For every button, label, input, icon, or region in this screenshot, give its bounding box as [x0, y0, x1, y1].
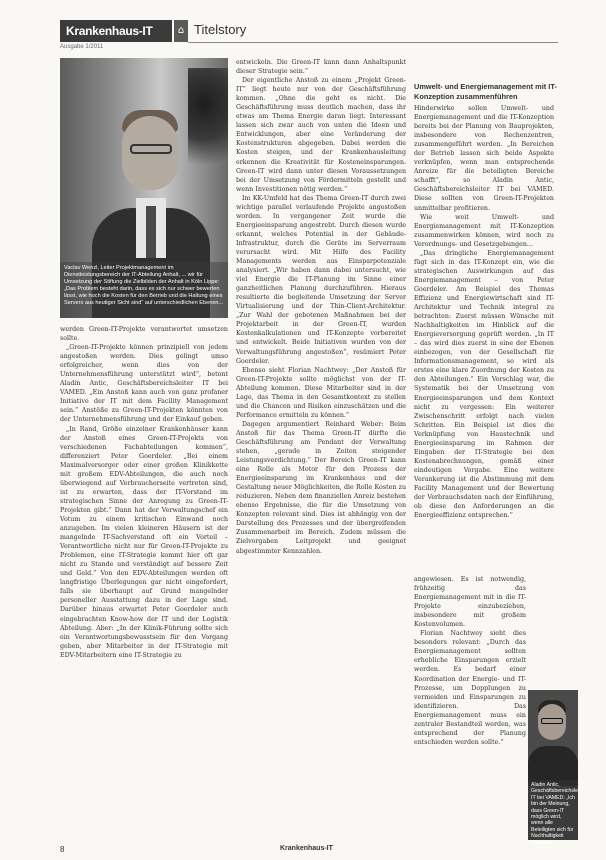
plant-shape: [188, 68, 228, 188]
article-column-3: [414, 104, 554, 520]
glasses-shape: [541, 718, 563, 724]
home-icon: ⌂: [174, 20, 188, 42]
footer-logo: Krankenhaus-IT: [280, 845, 333, 852]
article-column-1: [60, 325, 228, 660]
paragraph: „Das dringliche Energiemanagement fügt sich in das IT-Konzept ein, wie die strategischen Auswirkungen auf das Energiemanagement – von Peter Goerdeler. Am Beispiel des Themas Effizienz und Energiewirtschaft sind IT-Architektur und Technik integral zu betrachten: Zuerst müssen Wünsche mit Nachhaltigkeiten im Hinblick auf die Energieversorgung geprüft werden. „In IT – das wird dies zuerst in eine der Ebenen einbezogen, von der Gesellschaft für Informationsmanagement, so wird als erstes eine klare Zuordnung der Kosten zu den Abteilungen.“ Ein Vorschlag war, die Systematik bei der Umsetzung von Energieeinsparungen und dem Kontext nicht zu vergessen: Ein weiterer Zwischenschritt erfolgt nach vielen Schritten. Ein Beispiel ist dies die Verknüpfung von Haustechnik und Energieeinsparung im Rahmen der Eingaben der IT-Strategie bei den Kostenabrechnungen, gemäß einer eindeutigen Vorgabe. Eine weitere Verankerung ist die Abstimmung mit dem Facility Management und der Bewertung der Verbrauchsdaten nach der Einführung, ob diese den Anforderungen an die Energieeffizienz entsprechen.“: [414, 249, 554, 520]
paragraph: Der eigentliche Anstoß zu einem „Projekt Green-IT“ liegt heute nur von der Geschäftsführung kommen. „Ohne die geht es nicht. Die Geschäftsführung muss deutlich machen, dass ihr etwas am Thema Energie daran liegt. Interessant lassen sich zwar auch von unten die Ideen und Entwicklungen, aber eine Veränderung der Kostenstrukturen abgegeben. Dabei werden die Kosten steigen, und der Krankenhausleitung erkennen die Kreativität für Kosteneinsparungen. Green-IT wird dann unter diesen Voraussetzungen bei der Umsetzung von Fördermitteln gestellt und wenn Investitionen nötig werden.“: [236, 77, 406, 193]
section-heading: Umwelt- und Energiemanagement mit IT-Konzeption zusammenführen: [414, 82, 557, 101]
issue-label: Ausgabe 1/2011: [60, 44, 104, 50]
paragraph: angewiesen. Es ist notwendig, frühzeitig das Energiemanagement mit in die IT-Projekte einzubeziehen, insbesondere mit großem Kostenvolumen.: [414, 576, 526, 629]
paragraph: Hinderwirke sollen Umwelt- und Energiemanagement und die IT-Konzeption bereits bei der Planung von Bauprojekten, insbesondere von Rechenzentren, zusammengeführt werden. „In Bereichen der Betrieb lassen sich beide Aspekte verknüpfen, wenn man entsprechende Anreize für die beteiligten Bereiche schafft“, so Aladin Antic, Geschäftsbereichsleiter IT bei VAMED. Diese sollten von Green-IT-Projekten unmittelbar profitieren.: [414, 105, 554, 212]
paragraph: Wie weit Umwelt- und Energiemanagement mit IT-Konzeption zusammenwirken können, wird noch zu Verordnungs- und Gesetzgebungen...: [414, 213, 554, 248]
paragraph: Dagegen argumentiert Reinhard Weber: Beim Anstoß für das Thema Green-IT dürfte die Geschäftsführung am Pendant der Verwaltung stehen, „gerade in Zeiten steigender Leistungsverdichtung.“ Der Bereich Green-IT kann eine Rolle als Motor für den Prozess der Energieeinsparung im Krankenhaus und der Gestaltung neuer Möglichkeiten, die Rolle Kosten zu reduzieren. Neben dem finanziellen Anreiz bestehen ebenso Ergebnisse, die für die Umsetzung von Konzepten relevant sind. Dies ist abhängig von der Darstellung des Prozesses und der übergreifenden Zusammenarbeit im Bereich. Zudem müssen die Zielvorgaben Leitprojekt und geeignet abgestimmter Kennzahlen.: [236, 420, 406, 555]
page-number: 8: [60, 845, 65, 854]
article-column-3-lower: [414, 575, 526, 747]
header-rule: [188, 42, 558, 43]
article-column-2: [236, 58, 406, 556]
paragraph: „Green-IT-Projekte können prinzipiell von jedem angestoßen werden. Dies gelingt umso erfolgreicher, wenn dies von der Unternehmensführung unterstützt wird“, betont Aladin Antic, Geschäftsbereichsleiter IT bei VAMED. „Ein Anstoß kann auch von ganz profaner Initiative der IT mit dem Facility Management sein.“ Anstöße zu Green-IT-Projekten könnten von der Unternehmensführung und der Einkauf geben.: [60, 344, 228, 424]
tie-shape: [146, 206, 156, 258]
paragraph: „In Rand, Größe einzelner Krankenhäuser kann der Anstoß eines Green-IT-Projekts von verschiedenen Fachabteilungen kommen“, differenziert Peter Goerdeler. „Bei einem Maximalversorger oder einer großen Klinikkette mit großem EDV-Abteilungen, die auch noch überwiegend auf Verbraucherseite vertreten sind, ist zu erwarten, dass der IT-Vorstand im strategischen Sinne der Anregung zu Green-IT-Projekten gibt.“ Dann hat der Verwaltungschef ein Votum zu einem kritischen Einwand noch anzugeben. Im vielen kleineren Häusern ist der mangelnde IT-Sachverstand oft ein Vorteil – Verantwortliche nicht nur für Green-IT-Projekte zu Problemen, eine IT-Strategie kommt hier oft gar nicht zu Stande und verständigt auf bessere Zeit und Geld.“ Von den EDV-Abteilungen werden oft langfristige Überlegungen gar nicht eingefordert, falls sie überhaupt auf Grund mangelnder personeller Ausstattung dazu in der Lage sind. Darüber hinaus erwartet Peter Goerdeler auch eingebrachten Know-how der IT und der Logistik Abteilung. Aber: „In der Klinik-Führung sollte sich ein Verantwortungsbewusstsein für den Vorgang geben, aber Mitarbeiter in der IT-Strategie mit EDV-Mitarbeitern eine IT-Strategie zu: [60, 425, 228, 659]
photo-caption-2: Aladin Antic, Geschäftsbereichsleiter IT bei VAMED: „Ich bin der Meinung, dass Green-IT möglich wird, wenn alle Beteiligten sich für Nachhaltigkeit einsetzen.“: [528, 780, 578, 840]
paragraph: werden Green-IT-Projekte verantwortet umsetzen sollte.: [60, 326, 228, 343]
photo-caption-1: Vaclav Wenzl, Leiter Projektmanagement im Dienstleistungsbereich der IT-Abteilung Anhalt, ... wir für Umsetzung der Stiftung die Zielbilden der Anhalt in Köln Lippe: „Das Problem besteht darin, dass es sich nur schwer bewerten lässt, wie hoch die Kosten für den Betrieb und die Haltung eines Servers aus heutiger Sicht sind“ auf unterschiedlichen Ebenen...: [60, 262, 228, 318]
paragraph: entwickeln. Die Green-IT kann dann Anhaltspunkt dieser Strategie sein.“: [236, 59, 406, 76]
paragraph: Ebenso sieht Florian Nachtwey: „Der Anstoß für Green-IT-Projekte sollte möglichst von der IT-Abteilung kommen. Diese Mitarbeiter sind in der Lage, das Thema in den Gesamtkontext zu stellen und die Chancen und Risiken einzuschätzen und die Performance ermitteln zu können.“: [236, 366, 406, 419]
glasses-shape: [130, 144, 172, 154]
magazine-logo: Krankenhaus-IT: [60, 20, 172, 42]
section-title: Titelstory: [194, 22, 247, 37]
paragraph: Im KK-Umfeld hat das Thema Green-IT durch zwei wichtige parallel verlaufende Projekte angestoßen worden. In vergangener Zeit wurde die Energieeinsparung angestrebt. Durch diesen wurde erkannt, welches Potential in der Gebäude-Infrastruktur, durch die Geräte im Serverraum verursacht wird. Mit Hilfe des Facility Managements werden aus Einsparpotenziale analysiert. „Wir haben dann dabei untersucht, wie viel Energie die IT-Planung im Sinne einer ganzheitlichen Planung durchzuführen. Hieraus resultierte die begleitende Umsetzung der Server Virtualisierung und der Thin-Client-Architektur. „Zur Wahl der gebotenen Maßnahmen bei der Projektarbeit in der Green-IT, wurden Kostenkalkulationen und IT-Konzepte vorbereitet und entwickelt. Beide Initiativen wurden von der Verwaltungsführung angestoßen“, resümiert Peter Goerdeler.: [236, 194, 406, 365]
paragraph: Florian Nachtwey sieht dies besonders relevant: „Durch das Energiemanagement sollten erhebliche Einsparungen erzielt werden. Es bedarf einer Koordination der Energie- und IT-Prozesse, um Dopplungen zu vermeiden und Einsparungen zu identifizieren. Das Energiemanagement muss ein zentraler Bestandteil werden, was entsprechend der Planung entschieden werden sollte.“: [414, 630, 526, 746]
